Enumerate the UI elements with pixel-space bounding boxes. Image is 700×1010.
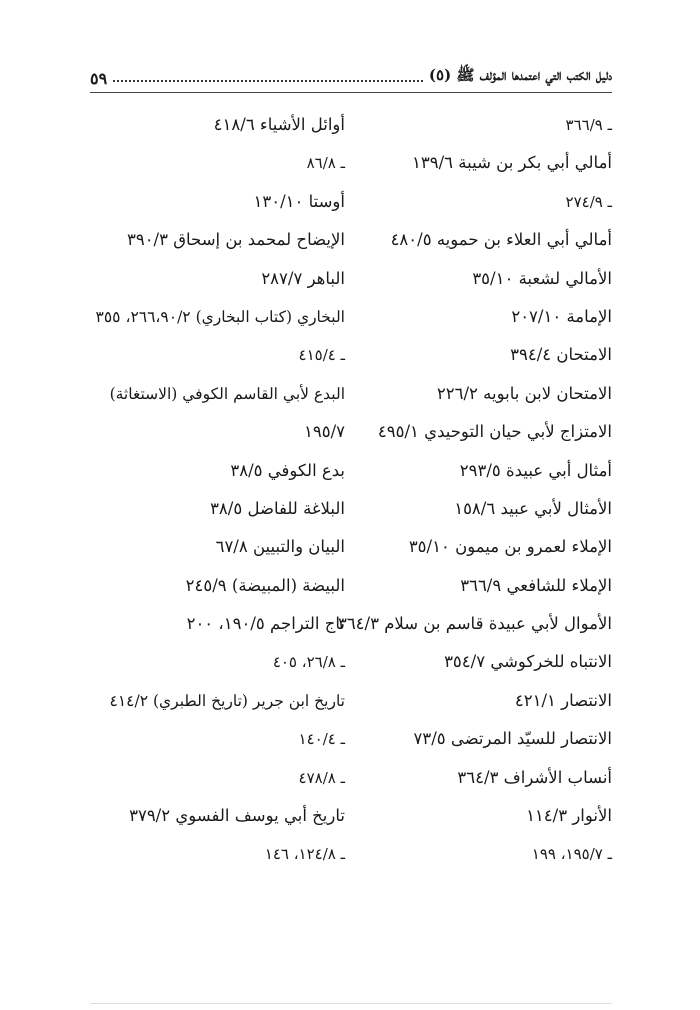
- index-entry: الانتباه للخركوشي ٣٥٤/٧: [444, 652, 612, 672]
- index-entry: الانتصار ٤٢١/١: [514, 690, 612, 710]
- index-entry: تاريخ أبي يوسف الفسوي ٣٧٩/٢: [129, 806, 345, 826]
- index-entry: الإيضاح لمحمد بن إسحاق ٣٩٠/٣: [126, 230, 345, 250]
- index-entry: البدع لأبي القاسم الكوفي (الاستغاثة): [109, 384, 345, 403]
- index-entry: أمالي أبي بكر بن شيبة ١٣٩/٦: [412, 153, 612, 173]
- index-entry: أمثال أبي عبيدة ٢٩٣/٥: [459, 460, 612, 480]
- index-entry: البلاغة للفاضل ٣٨/٥: [210, 498, 345, 518]
- page-number: ٥٩: [90, 69, 108, 88]
- index-entry: الأموال لأبي عبيدة قاسم بن سلام ٣٦٤/٣: [337, 614, 612, 634]
- index-entry: الأمثال لأبي عبيد ١٥٨/٦: [454, 498, 612, 518]
- index-entry: الانتصار للسيّد المرتضى ٧٣/٥: [413, 729, 612, 749]
- index-entry: أوائل الأشياء ٤١٨/٦: [213, 115, 345, 134]
- index-entry: البيان والتبيين ٦٧/٨: [215, 537, 345, 557]
- right-column: [337, 106, 612, 874]
- page-bottom-edge: [90, 1003, 612, 1004]
- header-title: دليل الكتب التي اعتمدها المؤلف ﷺ (٥): [428, 66, 612, 84]
- index-entry: ـ ٢٦/٨، ٤٠٥: [272, 653, 345, 672]
- index-entry: البخاري (كتاب البخاري) ٢٦٦،٩٠/٢، ٣٥٥: [95, 307, 345, 326]
- index-entry: الإملاء للشافعي ٣٦٦/٩: [460, 575, 612, 595]
- index-entry: ـ ٨٦/٨: [306, 154, 345, 173]
- index-entry: بدع الكوفي ٣٨/٥: [230, 460, 345, 480]
- index-entry: ـ ١٤٠/٤: [298, 730, 345, 749]
- index-entry: ـ ٣٦٦/٩: [565, 116, 612, 134]
- index-entry: الأمالي لشعبة ٣٥/١٠: [472, 268, 612, 288]
- index-entry: ـ ٢٧٤/٩: [565, 192, 612, 211]
- index-entry: الإمامة ٢٠٧/١٠: [511, 306, 612, 326]
- index-entry: الامتحان لابن بابويه ٢٢٦/٢: [436, 383, 612, 403]
- index-entry: الأنوار ١١٤/٣: [526, 806, 612, 826]
- index-entry: ـ ١٢٤/٨، ١٤٦: [264, 845, 345, 864]
- index-entry: الإملاء لعمرو بن ميمون ٣٥/١٠: [408, 537, 612, 557]
- index-entry: الباهر ٢٨٧/٧: [261, 268, 345, 288]
- index-entry: ١٩٥/٧: [303, 422, 345, 442]
- index-entry: أنساب الأشراف ٣٦٤/٣: [457, 767, 612, 787]
- index-entry: الامتحان ٣٩٤/٤: [510, 345, 612, 365]
- index-entry: ـ ٤٧٨/٨: [298, 768, 345, 787]
- index-entry: تاريخ ابن جرير (تاريخ الطبري) ٤١٤/٢: [109, 691, 345, 710]
- header-rule: [90, 92, 612, 93]
- index-entry: أوستا ١٣٠/١٠: [253, 191, 345, 211]
- index-entry: الامتزاج لأبي حيان التوحيدي ٤٩٥/١: [377, 422, 612, 442]
- index-entry: ـ ٤١٥/٤: [298, 346, 345, 365]
- index-columns: [90, 106, 612, 874]
- index-entry: أمالي أبي العلاء بن حمويه ٤٨٠/٥: [390, 230, 612, 250]
- running-header: [90, 60, 612, 88]
- index-entry: تاج التراجم ١٩٠/٥، ٢٠٠: [186, 614, 345, 634]
- index-entry: ـ ١٩٥/٧، ١٩٩: [531, 845, 612, 864]
- index-entry: البيضة (المبيضة) ٢٤٥/٩: [185, 575, 345, 595]
- left-column: [90, 106, 345, 874]
- header-dot-leader: [113, 79, 423, 82]
